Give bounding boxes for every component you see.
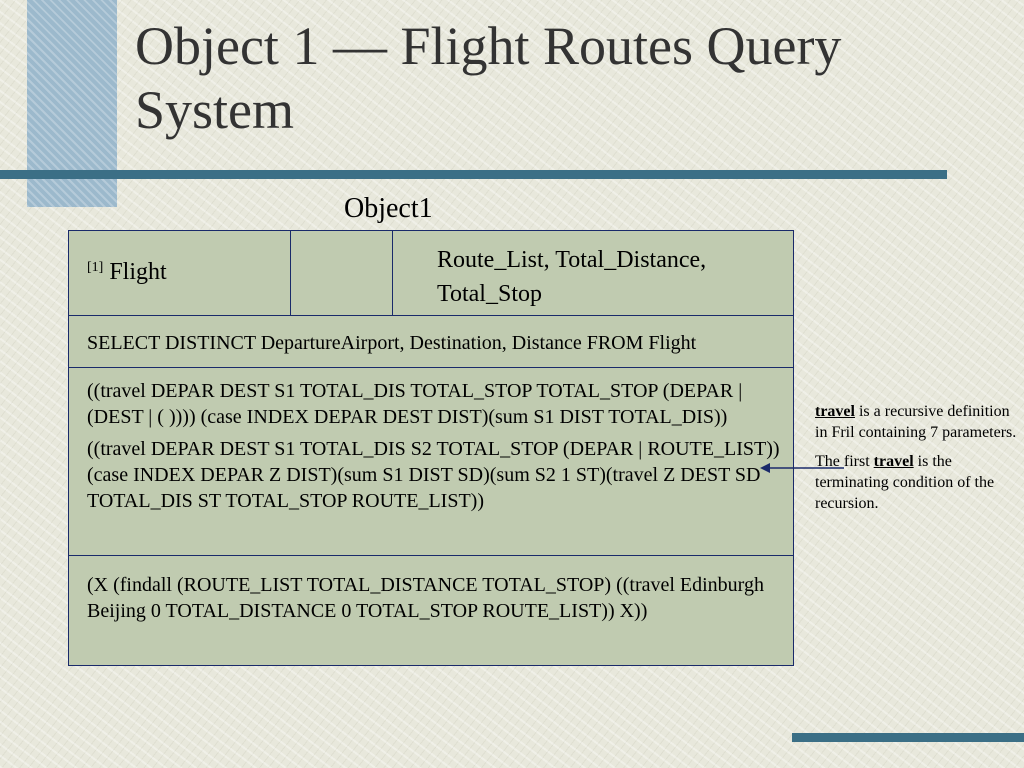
note-text-2: is the terminating condition of the recursion. xyxy=(815,453,995,512)
note-paragraph-1 xyxy=(815,401,1020,443)
object-name-cell xyxy=(68,230,291,316)
slide-title: Object 1 — Flight Routes Query System xyxy=(135,16,842,140)
select-query-cell xyxy=(68,315,794,368)
empty-cell xyxy=(290,230,393,316)
output-parameters: Route_List, Total_Distance, Total_Stop xyxy=(437,247,707,307)
findall-query-cell xyxy=(68,555,794,666)
travel-rules-cell xyxy=(68,367,794,556)
footnote-marker: [1] xyxy=(87,260,104,275)
footer-accent-bar xyxy=(792,733,1024,742)
table-caption: Object1 xyxy=(344,193,433,224)
output-parameters-cell xyxy=(392,230,794,316)
note-keyword-2: travel xyxy=(873,453,914,470)
note-paragraph-2 xyxy=(815,451,1020,514)
note-text-1: is a recursive definition in Fril containing 7 parameters. xyxy=(815,403,1017,441)
note-text-2-prefix: The first xyxy=(815,453,874,470)
travel-rule-base: ((travel DEPAR DEST S1 TOTAL_DIS TOTAL_STOP TOTAL_STOP (DEPAR | (DEST | ( )))) (case INDEX DEPAR DEST DIST)(sum S1 DIST TOTAL_DIS)) xyxy=(87,380,743,428)
travel-rule-recursive: ((travel DEPAR DEST S1 TOTAL_DIS S2 TOTAL_STOP (DEPAR | ROUTE_LIST)) (case INDEX DEPAR Z DIST)(sum S1 DIST SD)(sum S2 1 ST)(travel Z DEST SD TOTAL_DIS ST TOTAL_STOP ROUTE_LIST)) xyxy=(87,438,780,512)
annotation-note xyxy=(815,401,1020,522)
findall-query: (X (findall (ROUTE_LIST TOTAL_DISTANCE TOTAL_STOP) ((travel Edinburgh Beijing 0 TOTAL_DISTANCE 0 TOTAL_STOP ROUTE_LIST)) X)) xyxy=(87,574,764,622)
title-underline-bar xyxy=(0,170,947,179)
note-keyword: travel xyxy=(815,403,855,420)
select-query: SELECT DISTINCT DepartureAirport, Destination, Distance FROM Flight xyxy=(87,332,697,354)
object-name: Flight xyxy=(109,259,167,285)
